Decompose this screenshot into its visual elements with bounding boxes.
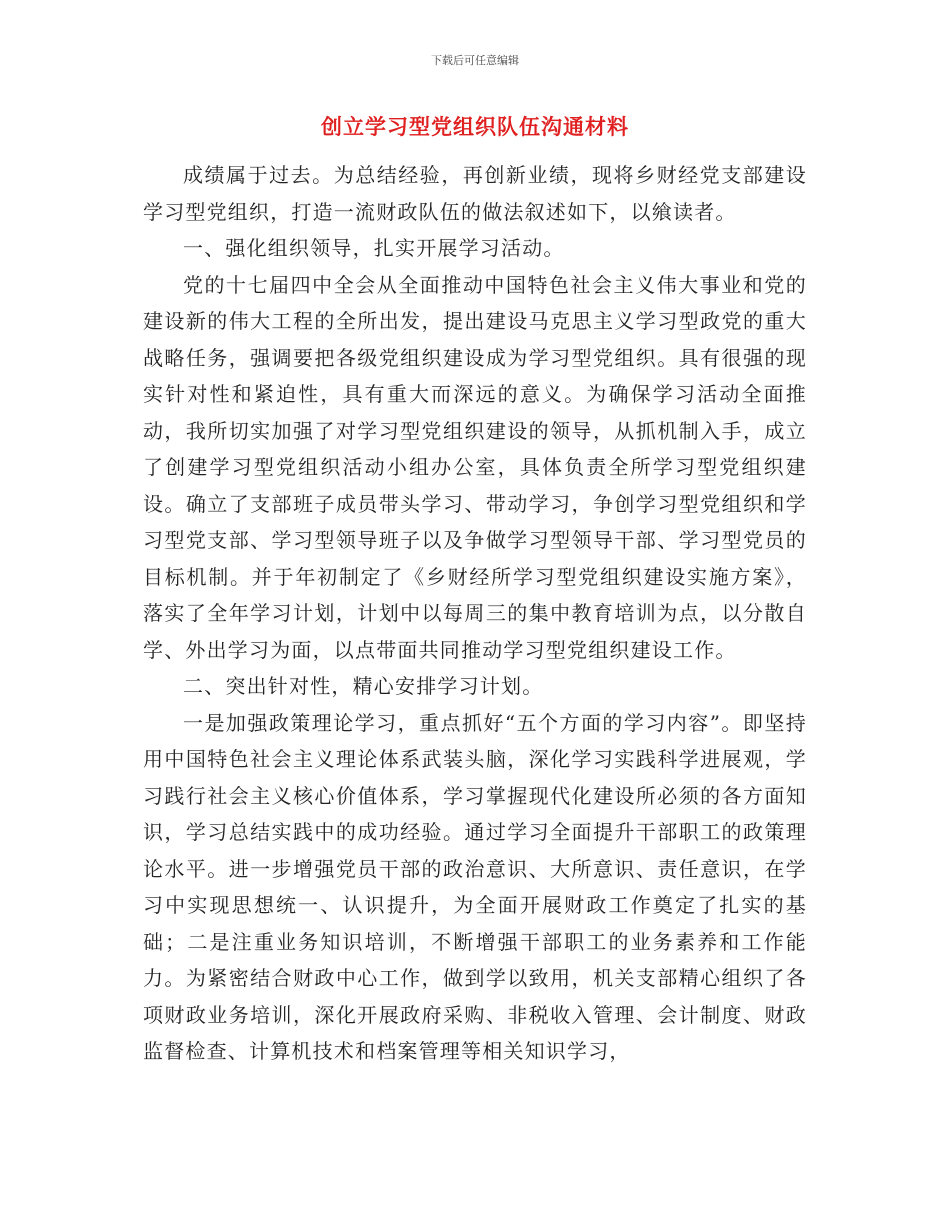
paragraph-section-1: 党的十七届四中全会从全面推动中国特色社会主义伟大事业和党的建设新的伟大工程的全所出发，提出建设马克思主义学习型政党的重大战略任务，强调要把各级党组织建设成为学习型党组织。具有很强的现实针对性和紧迫性，具有重大而深远的意义。为确保学习活动全面推动，我所切实加强了对学习型党组织建设的领导，从抓机制入手，成立了创建学习型党组织活动小组办公室，具体负责全所学习型党组织建设。确立了支部班子成员带头学习、带动学习，争创学习型党组织和学习型党支部、学习型领导班子以及争做学习型领导干部、学习型党员的目标机制。并于年初制定了《乡财经所学习型党组织建设实施方案》，落实了全年学习计划，计划中以每周三的集中教育培训为点，以分散自学、外出学习为面，以点带面共同推动学习型党组织建设工作。 [143, 272, 807, 662]
page-header: 下载后可任意编辑 [431, 54, 519, 67]
section-heading-2: 二、突出针对性，精心安排学习计划。 [183, 674, 544, 698]
section-heading-1: 一、强化组织领导，扎实开展学习活动。 [183, 236, 565, 260]
document-title: 创立学习型党组织队伍沟通材料 [321, 115, 629, 139]
paragraph-intro: 成绩属于过去。为总结经验，再创新业绩，现将乡财经党支部建设学习型党组织，打造一流财政队伍的做法叙述如下，以飨读者。 [143, 163, 807, 224]
document-body [143, 157, 807, 1070]
paragraph-section-2: 一是加强政策理论学习，重点抓好“五个方面的学习内容”。即坚持用中国特色社会主义理论体系武装头脑，深化学习实践科学进展观，学习践行社会主义核心价值体系，学习掌握现代化建设所必须的各方面知识，学习总结实践中的成功经验。通过学习全面提升干部职工的政策理论水平。进一步增强党员干部的政治意识、大所意识、责任意识，在学习中实现思想统一、认识提升，为全面开展财政工作奠定了扎实的基础；二是注重业务知识培训，不断增强干部职工的业务素养和工作能力。为紧密结合财政中心工作，做到学以致用，机关支部精心组织了各项财政业务培训，深化开展政府采购、非税收入管理、会计制度、财政监督检查、计算机技术和档案管理等相关知识学习， [143, 710, 807, 1063]
